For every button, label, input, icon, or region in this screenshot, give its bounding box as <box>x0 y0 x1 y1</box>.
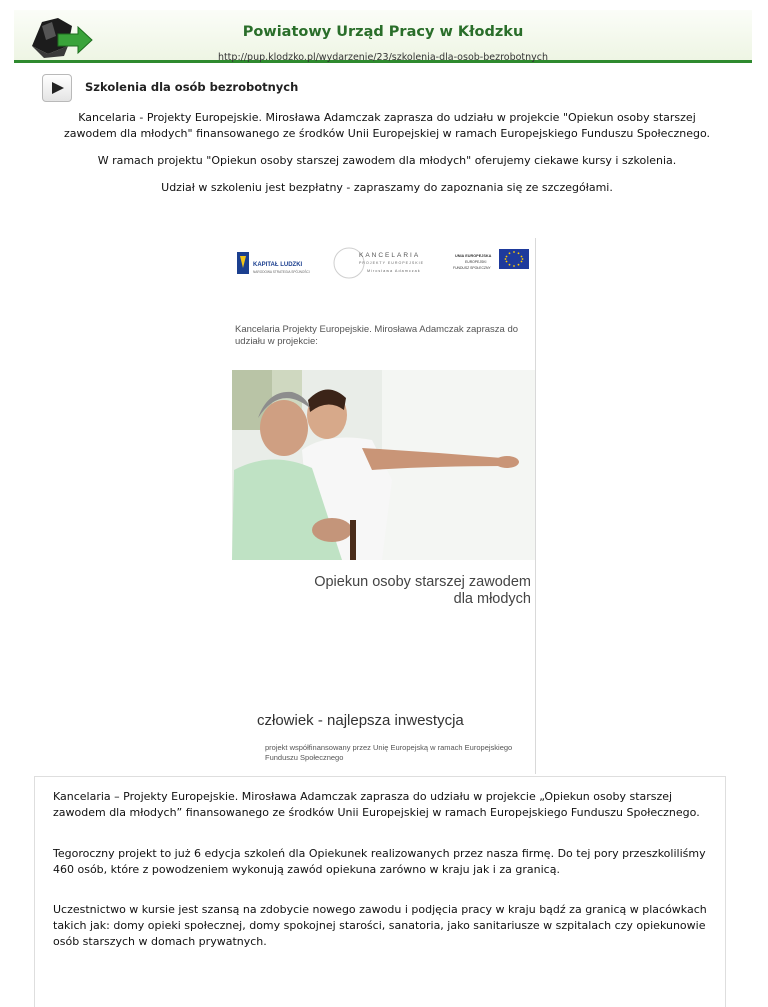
svg-text:NARODOWA STRATEGIA SPÓJNOŚCI: NARODOWA STRATEGIA SPÓJNOŚCI <box>253 270 310 274</box>
kapital-ludzki-logo <box>237 252 310 274</box>
site-title: Powiatowy Urząd Pracy w Kłodzku <box>242 24 524 40</box>
svg-text:FUNDUSZ SPOŁECZNY: FUNDUSZ SPOŁECZNY <box>453 266 491 270</box>
details-paragraph-2: Tegoroczny projekt to już 6 edycja szkoleń dla Opiekunek realizowanych przez nasza firmę. Do tej pory przeszkoliliśmy 460 osób, które z powodzeniem wykonują zawód opiekuna zarówno w kraju jak i za granicą. <box>53 847 706 876</box>
section-arrow-button[interactable] <box>42 74 72 102</box>
details-box <box>34 776 726 1007</box>
caregiver-photo <box>232 370 535 560</box>
leaflet-footer: projekt współfinansowany przez Unię Europejską w ramach Europejskiego Funduszu Społecznego <box>265 743 513 762</box>
svg-text:PROJEKTY EUROPEJSKIE: PROJEKTY EUROPEJSKIE <box>359 261 425 265</box>
svg-text:KANCELARIA: KANCELARIA <box>359 252 421 259</box>
svg-text:UNIA EUROPEJSKA: UNIA EUROPEJSKA <box>455 254 492 258</box>
details-paragraph-1: Kancelaria – Projekty Europejskie. Mirosława Adamczak zaprasza do udziału w projekcie „Opiekun osoby starszej zawodem dla młodych” finansowanego ze środków Unii Europejskiej w ramach Europejskiego Funduszu Społecznego. <box>53 790 700 819</box>
leaflet-logos <box>237 246 531 280</box>
intro-paragraph-3: Udział w szkoleniu jest bezpłatny - zapraszamy do zapoznania się ze szczegółami. <box>161 181 613 194</box>
svg-text:EUROPEJSKI: EUROPEJSKI <box>465 260 487 264</box>
intro-paragraph-1: Kancelaria - Projekty Europejskie. Mirosława Adamczak zaprasza do udziału w projekcie "Opiekun osoby starszej zawodem dla młodych" finansowanego ze środków Unii Europejskiej w ramach Europejskiego Funduszu Społecznego. <box>63 111 711 140</box>
svg-text:Mirosława Adamczak: Mirosława Adamczak <box>367 269 421 273</box>
svg-text:KAPITAŁ LUDZKI: KAPITAŁ LUDZKI <box>253 262 303 268</box>
leaflet-title: Opiekun osoby starszej zawodem dla młodych <box>314 574 531 607</box>
details-paragraph-3: Uczestnictwo w kursie jest szansą na zdobycie nowego zawodu i podjęcia pracy w kraju bądź za granicą w placówkach takich jak: domy opieki społecznej, domy spokojnej starości, sanatoria, jako sanitariusze w szpitalach czy opiekunowie osób starszych w domach prywatnych. <box>53 903 707 948</box>
page-url: http://pup.klodzko.pl/wydarzenie/23/szkolenia-dla-osob-bezrobotnych <box>217 52 549 63</box>
section-title: Szkolenia dla osób bezrobotnych <box>85 80 299 94</box>
site-header <box>14 10 752 63</box>
project-leaflet-image <box>229 238 536 774</box>
leaflet-slogan: człowiek - najlepsza inwestycja <box>257 712 464 729</box>
eu-logo <box>453 249 529 270</box>
play-arrow-icon <box>52 82 64 94</box>
intro-paragraph-2: W ramach projektu "Opiekun osoby starszej zawodem dla młodych" oferujemy ciekawe kursy i szkolenia. <box>97 154 677 167</box>
leaflet-intro: Kancelaria Projekty Europejskie. Mirosława Adamczak zaprasza do udziału w projekcie: <box>235 324 519 347</box>
kancelaria-logo <box>334 248 424 278</box>
